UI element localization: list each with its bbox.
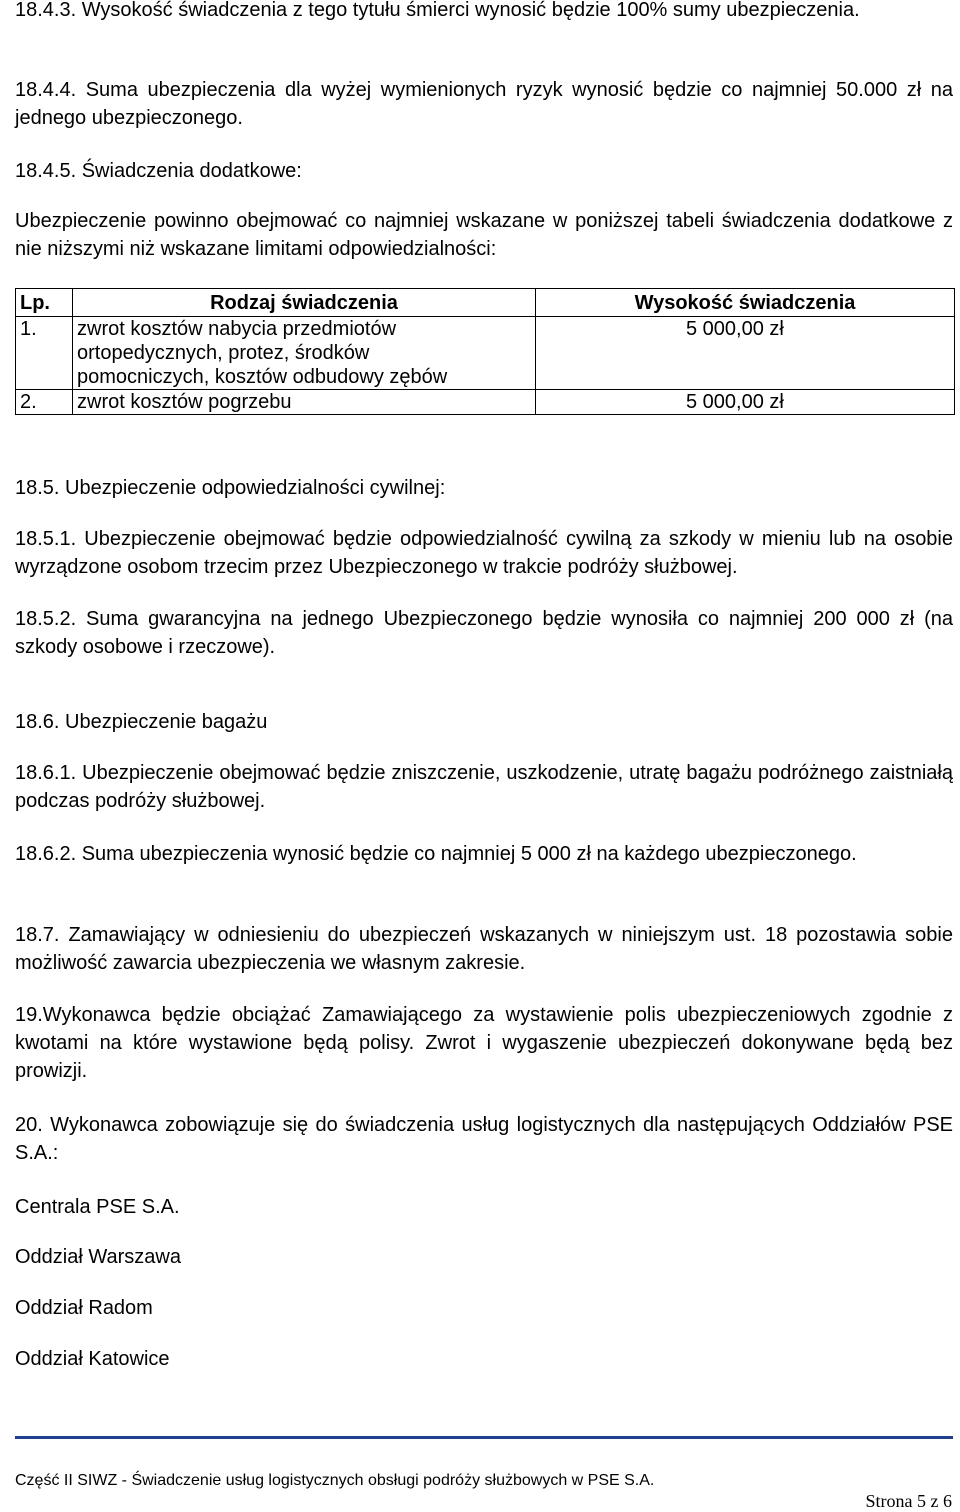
row-type-line: pomocniczych, kosztów odbudowy zębów	[77, 366, 448, 388]
paragraph-18-5-1: 18.5.1. Ubezpieczenie obejmować będzie odpowiedzialność cywilną za szkody w mieniu lub na osobie wyrządzone osobom trzecim przez Ubezpieczonego w trakcie podróży służbowej.	[15, 528, 953, 578]
paragraph-20: 20. Wykonawca zobowiązuje się do świadczenia usług logistycznych dla następujących Oddziałów PSE S.A.:	[15, 1114, 953, 1164]
row-type-line: zwrot kosztów nabycia przedmiotów	[77, 318, 397, 340]
paragraph-18-5-2: 18.5.2. Suma gwarancyjna na jednego Ubezpieczonego będzie wynosiła co najmniej 200 000 zł (na szkody osobowe i rzeczowe).	[15, 608, 953, 658]
branch-item: Centrala PSE S.A.	[15, 1196, 180, 1218]
paragraph-18-7: 18.7. Zamawiający w odniesieniu do ubezpieczeń wskazanych w niniejszym ust. 18 pozostawia sobie możliwość zawarcia ubezpieczenia we własnym zakresie.	[15, 924, 953, 974]
paragraph-18-4-5: 18.4.5. Świadczenia dodatkowe:	[15, 160, 302, 182]
row-type-line: zwrot kosztów pogrzebu	[77, 391, 292, 413]
footer-title: Część II SIWZ - Świadczenie usług logistycznych obsługi podróży służbowych w PSE S.A.	[15, 1472, 655, 1489]
row-lp: 2.	[16, 390, 73, 415]
row-type-line: ortopedycznych, protez, środków	[77, 342, 370, 364]
paragraph-19: 19.Wykonawca będzie obciążać Zamawiającego za wystawienie polis ubezpieczeniowych zgodnie z kwotami na które wystawione będą polisy. Zwrot i wygaszenie ubezpieczeń dokonywane będą bez prowizji.	[15, 1004, 953, 1082]
paragraph-intro: Ubezpieczenie powinno obejmować co najmniej wskazane w poniższej tabeli świadczenia dodatkowe z nie niższymi niż wskazane limitami odpowiedzialności:	[15, 210, 953, 260]
branch-item: Oddział Radom	[15, 1297, 153, 1319]
paragraph-18-4-3: 18.4.3. Wysokość świadczenia z tego tytułu śmierci wynosić będzie 100% sumy ubezpieczenia.	[15, 0, 860, 21]
branch-item: Oddział Katowice	[15, 1348, 170, 1370]
table-header-row	[16, 289, 955, 317]
header-amount: Wysokość świadczenia	[536, 289, 955, 317]
paragraph-18-5: 18.5. Ubezpieczenie odpowiedzialności cywilnej:	[15, 477, 446, 499]
paragraph-18-6-1: 18.6.1. Ubezpieczenie obejmować będzie zniszczenie, uszkodzenie, utratę bagażu podróżnego zaistniałą podczas podróży służbowej.	[15, 762, 953, 812]
table-row	[16, 317, 955, 390]
branch-item: Oddział Warszawa	[15, 1246, 181, 1268]
row-type	[73, 317, 536, 390]
table-row	[16, 390, 955, 415]
paragraph-18-4-4: 18.4.4. Suma ubezpieczenia dla wyżej wymienionych ryzyk wynosić będzie co najmniej 50.000 zł na jednego ubezpieczonego.	[15, 79, 953, 129]
row-amount: 5 000,00 zł	[536, 390, 955, 415]
paragraph-18-6: 18.6. Ubezpieczenie bagażu	[15, 711, 268, 733]
paragraph-18-6-2: 18.6.2. Suma ubezpieczenia wynosić będzie co najmniej 5 000 zł na każdego ubezpieczonego.	[15, 843, 857, 865]
footer-rule	[15, 1436, 953, 1439]
header-type: Rodzaj świadczenia	[73, 289, 536, 317]
row-type	[73, 390, 536, 415]
row-amount: 5 000,00 zł	[536, 317, 955, 390]
row-lp: 1.	[16, 317, 73, 390]
benefits-table	[15, 288, 955, 415]
page-number: Strona 5 z 6	[865, 1491, 952, 1511]
header-lp: Lp.	[16, 289, 73, 317]
